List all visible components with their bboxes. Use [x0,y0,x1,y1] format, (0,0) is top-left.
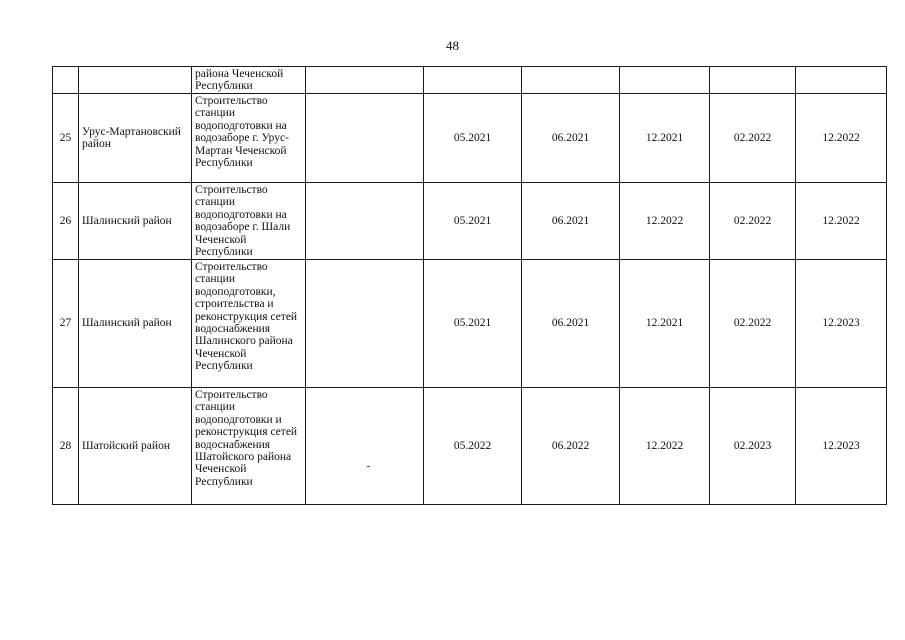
table-row [53,183,887,260]
district-cell: Шалинский район [79,183,192,260]
row-number-cell: 27 [53,260,79,388]
blank-cell [306,183,424,260]
date-cell: 06.2021 [522,260,620,388]
date-cell: 02.2022 [710,260,796,388]
table-row [53,260,887,388]
blank-cell [306,388,424,505]
district-cell: Шалинский район [79,260,192,388]
date-cell: 02.2023 [710,388,796,505]
date-cell: 12.2021 [620,260,710,388]
object-cell: Строительство станции водоподготовки и реконструкция сетей водоснабжения Шатойского района Чеченской Республики [192,388,306,505]
table-row [53,388,887,505]
date-cell: 05.2021 [424,183,522,260]
table-row-continuation [53,67,887,94]
page-number: 48 [446,38,459,53]
date-cell: 12.2023 [796,260,887,388]
object-cell: Строительство станции водоподготовки, строительства и реконструкция сетей водоснабжения Шалинского района Чеченской Республики [192,260,306,388]
district-cell: Урус-Мартановский район [79,94,192,183]
date-cell: 02.2022 [710,94,796,183]
blank-cell [306,260,424,388]
date-cell: 05.2022 [424,388,522,505]
date-cell [710,67,796,94]
object-cell: района Чеченской Республики [192,67,306,94]
district-cell: Шатойский район [79,388,192,505]
date-cell [796,67,887,94]
date-cell: 05.2021 [424,260,522,388]
row-number-cell: 25 [53,94,79,183]
row-number-cell: 28 [53,388,79,505]
date-cell: 12.2022 [620,183,710,260]
schedule-table [52,66,887,505]
row-number-cell [53,67,79,94]
date-cell: 05.2021 [424,94,522,183]
object-cell: Строительство станции водоподготовки на водозаборе г. Шали Чеченской Республики [192,183,306,260]
date-cell: 12.2021 [620,94,710,183]
scan-speck [367,466,370,467]
date-cell: 12.2022 [796,94,887,183]
date-cell [620,67,710,94]
row-number-cell: 26 [53,183,79,260]
date-cell: 02.2022 [710,183,796,260]
date-cell: 12.2023 [796,388,887,505]
table-row [53,94,887,183]
date-cell [522,67,620,94]
date-cell: 06.2021 [522,94,620,183]
date-cell [424,67,522,94]
object-cell: Строительство станции водоподготовки на водозаборе г. Урус-Мартан Чеченской Республики [192,94,306,183]
blank-cell [306,67,424,94]
date-cell: 12.2022 [620,388,710,505]
date-cell: 12.2022 [796,183,887,260]
district-cell [79,67,192,94]
date-cell: 06.2021 [522,183,620,260]
blank-cell [306,94,424,183]
date-cell: 06.2022 [522,388,620,505]
